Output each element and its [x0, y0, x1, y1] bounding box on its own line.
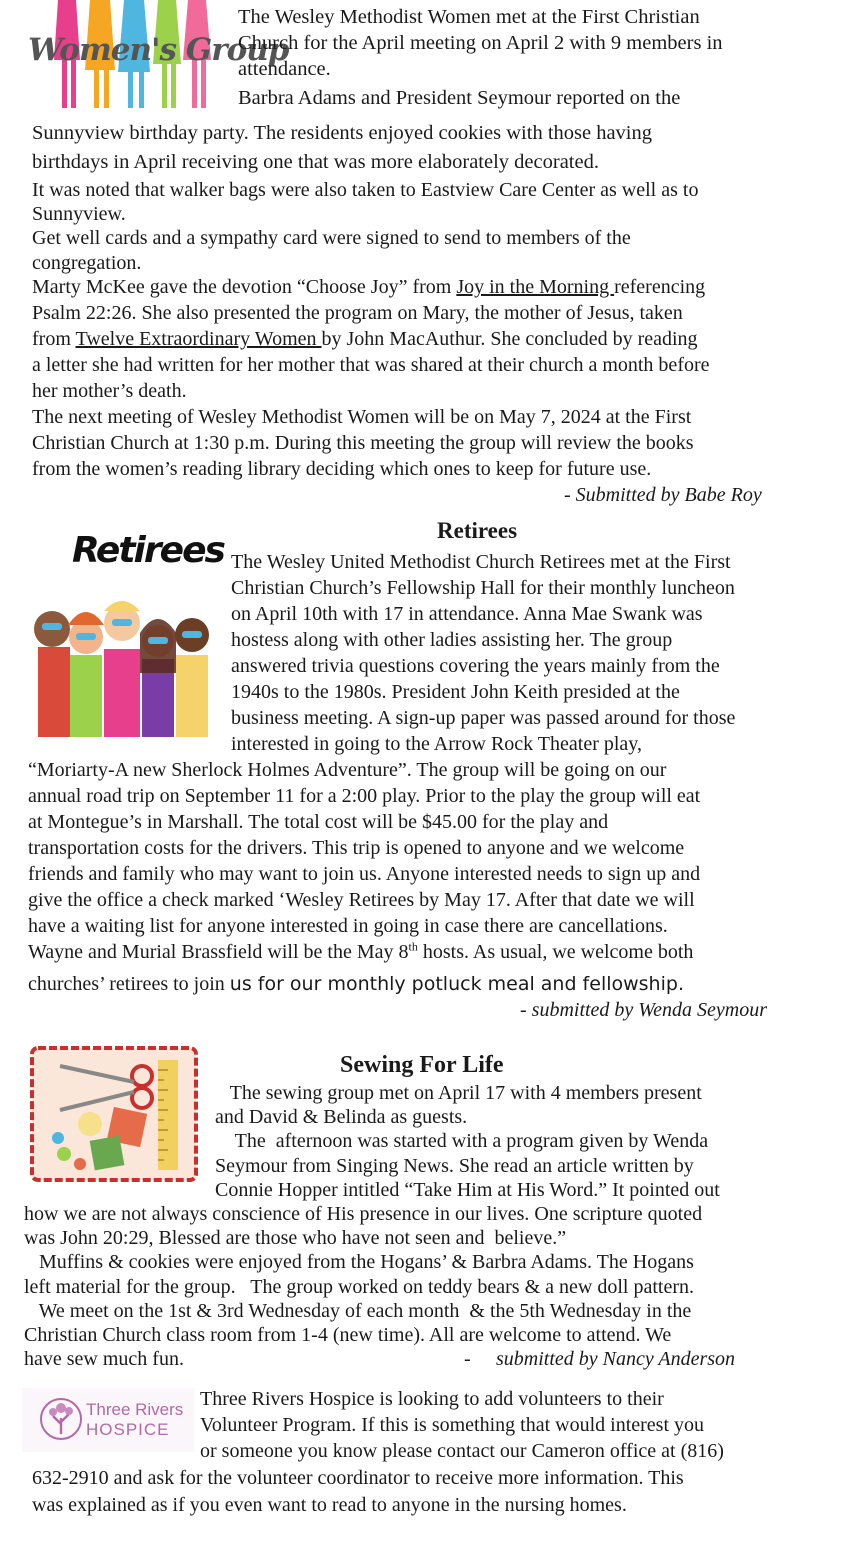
text-line: and David & Belinda as guests.: [215, 1106, 468, 1129]
text-line: Psalm 22:26. She also presented the program on Mary, the mother of Jesus, taken: [32, 302, 683, 324]
text-line: Connie Hopper intitled “Take Him at His Word.” It pointed out: [215, 1178, 720, 1201]
text-line: Get well cards and a sympathy card were signed to send to members of the: [32, 227, 631, 250]
text-line: Christian Church class room from 1-4 (new time). All are welcome to attend. We: [24, 1324, 672, 1347]
text-line: 1940s to the 1980s. President John Keith presided at the: [231, 681, 680, 703]
retirees-logo-text: Retirees: [72, 530, 224, 571]
womens-devotion-paragraph: [32, 274, 710, 404]
hospice-logo-line1: Three Rivers: [86, 1400, 184, 1419]
hospice-logo-line2: HOSPICE: [86, 1420, 170, 1439]
text-line: The afternoon was started with a program given by Wenda: [215, 1130, 709, 1153]
sewing-paragraph-bottom: [24, 1202, 702, 1371]
text-line: birthdays in April receiving one that was more elaborately decorated.: [32, 151, 599, 173]
retirees-people-icon: [30, 577, 220, 737]
text-line: Muffins & cookies were enjoyed from the Hogans’ & Barbra Adams. The Hogans: [24, 1251, 694, 1274]
text-line: how we are not always conscience of His presence in our lives. One scripture quoted: [24, 1203, 703, 1225]
retirees-paragraph-bottom: [28, 757, 700, 997]
sewing-supplies-icon: [30, 1046, 198, 1182]
text-line: on April 10th with 17 in attendance. Anna Mae Swank was: [231, 603, 703, 625]
text-line: churches’ retirees to join us for our monthly potluck meal and fellowship.: [28, 973, 684, 995]
tree-icon: [38, 1396, 84, 1442]
retirees-heading: Retirees: [437, 518, 518, 543]
text-line: transportation costs for the drivers. This trip is opened to anyone and we welcome: [28, 837, 685, 859]
womens-signature: - Submitted by Babe Roy: [564, 484, 762, 506]
text-line: The Wesley Methodist Women met at the First Christian: [238, 6, 700, 28]
text-line: a letter she had written for her mother that was shared at their church a month before: [32, 354, 710, 376]
text-line: The sewing group met on April 17 with 4 members present: [215, 1082, 702, 1104]
text-line: Barbra Adams and President Seymour reported on the: [238, 87, 681, 109]
text-line: We meet on the 1st & 3rd Wednesday of each month & the 5th Wednesday in the: [24, 1299, 692, 1322]
text-line: Christian Church’s Fellowship Hall for their monthly luncheon: [231, 577, 735, 599]
text-line: The Wesley United Methodist Church Retirees met at the First: [231, 551, 731, 573]
text-line: her mother’s death.: [32, 380, 187, 402]
text-line: from the women’s reading library deciding which ones to keep for future use.: [32, 458, 652, 480]
text-line: attendance.: [238, 58, 331, 80]
text-line: “Moriarty-A new Sherlock Holmes Adventure”. The group will be going on our: [28, 759, 667, 781]
text-line: Wayne and Murial Brassfield will be the May 8th hosts. As usual, we welcome both: [28, 939, 694, 963]
text-line: Seymour from Singing News. She read an article written by: [215, 1154, 694, 1177]
text-line: The next meeting of Wesley Methodist Women will be on May 7, 2024 at the First: [32, 406, 692, 428]
text-line: annual road trip on September 11 for a 2:00 play. Prior to the play the group will eat: [28, 785, 701, 807]
womens-group-logo-text: Women's Group: [28, 32, 289, 68]
sewing-heading: Sewing For Life: [340, 1052, 504, 1078]
hospice-paragraph-top: [200, 1386, 724, 1464]
retirees-signature: - submitted by Wenda Seymour: [520, 999, 767, 1021]
text-line: friends and family who may want to join us. Anyone interested needs to sign up and: [28, 863, 701, 885]
book-title-joy: Joy in the Morning: [456, 276, 615, 298]
text-line: at Montegue’s in Marshall. The total cost will be $45.00 for the play and: [28, 811, 609, 833]
hospice-logo: [22, 1388, 194, 1452]
text-line: 632-2910 and ask for the volunteer coordinator to receive more information. This: [32, 1467, 684, 1489]
hospice-paragraph-bottom: [32, 1465, 684, 1519]
book-title-twelve: Twelve Extraordinary Women: [75, 328, 322, 350]
text-line: Three Rivers Hospice is looking to add volunteers to their: [200, 1388, 664, 1410]
womens-paragraph-1: [238, 4, 723, 111]
sewing-signature: submitted by Nancy Anderson: [496, 1348, 736, 1370]
sewing-signature-dash: -: [464, 1348, 471, 1370]
text-line: Sunnyview.: [32, 203, 126, 226]
retirees-paragraph-top: [231, 549, 735, 757]
text-line: have a waiting list for anyone interested in going in case there are cancellations.: [28, 915, 668, 937]
text-line: Sunnyview birthday party. The residents enjoyed cookies with those having: [32, 122, 653, 144]
womens-next-meeting: [32, 404, 694, 482]
text-line: hostess along with other ladies assisting her. The group: [231, 629, 673, 651]
text-line: have sew much fun.: [24, 1348, 184, 1371]
retirees-logo: [30, 522, 224, 737]
text-line: business meeting. A sign-up paper was passed around for those: [231, 707, 736, 729]
text-line: was explained as if you even want to read to anyone in the nursing homes.: [32, 1494, 627, 1516]
text-line: It was noted that walker bags were also taken to Eastview Care Center as well as to: [32, 179, 699, 201]
sewing-image: [30, 1046, 198, 1182]
text-line: congregation.: [32, 251, 142, 274]
sewing-paragraph-top: [215, 1081, 720, 1202]
text-line: Christian Church at 1:30 p.m. During this meeting the group will review the books: [32, 432, 694, 454]
text-line: Marty McKee gave the devotion “Choose Joy” from Joy in the Morning referencing: [32, 276, 706, 298]
womens-paragraph-3: [32, 178, 698, 275]
womens-paragraph-2: [32, 119, 652, 177]
text-line: give the office a check marked ‘Wesley Retirees by May 17. After that date we will: [28, 889, 695, 911]
text-line: interested in going to the Arrow Rock Theater play,: [231, 733, 643, 755]
text-line: Church for the April meeting on April 2 with 9 members in: [238, 32, 723, 54]
text-line: answered trivia questions covering the years mainly from the: [231, 655, 720, 677]
text-line: was John 20:29, Blessed are those who have not seen and believe.”: [24, 1227, 567, 1250]
text-line: Volunteer Program. If this is something that would interest you: [200, 1414, 705, 1436]
text-line: from Twelve Extraordinary Women by John MacAuthur. She concluded by reading: [32, 328, 698, 350]
text-line: or someone you know please contact our Cameron office at (816): [200, 1440, 724, 1462]
text-line: left material for the group. The group worked on teddy bears & a new doll pattern.: [24, 1275, 694, 1298]
